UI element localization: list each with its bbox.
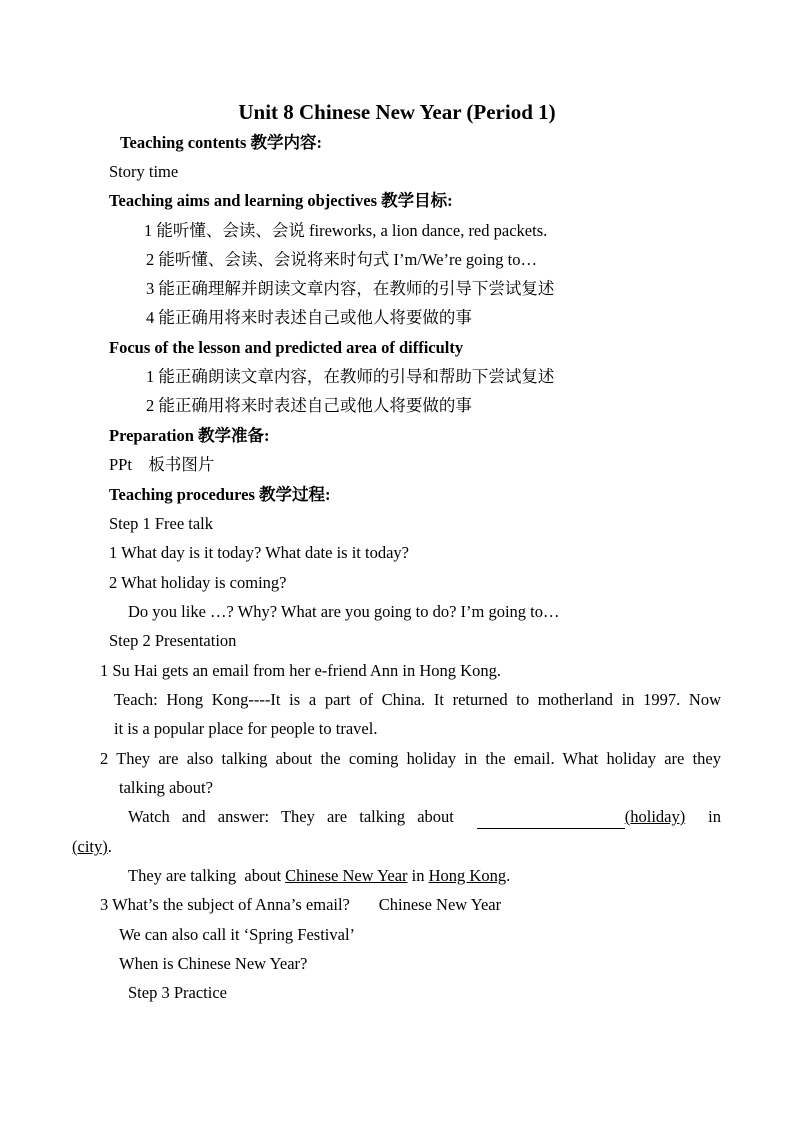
answer-city: Hong Kong [428, 866, 507, 885]
step1-title: Step 1 Free talk [109, 514, 214, 533]
teaching-contents-text: Story time [109, 162, 179, 181]
when-chinese-new-year-line: When is Chinese New Year? [119, 954, 308, 973]
focus-item-2: 2 能正确用将来时表述自己或他人将要做的事 [146, 396, 472, 415]
step1-question-2: 2 What holiday is coming? [109, 573, 287, 592]
aim-item-2: 2 能听懂、会读、会说将来时句式 I’m/We’re going to… [146, 250, 537, 269]
aim-item-4: 4 能正确用将来时表述自己或他人将要做的事 [146, 308, 472, 327]
holiday-blank-line [477, 806, 625, 829]
step1-question-1: 1 What day is it today? What date is it today? [109, 543, 409, 562]
teach-hong-kong-line-1: Teach: Hong Kong----It is a part of China. It returned to motherland in 1997. Now [114, 690, 721, 709]
city-blank: (city). [72, 837, 112, 856]
preparation-heading: Preparation 教学准备: [109, 426, 270, 445]
watch-and-answer-prompt: Watch and answer: They are talking about [128, 807, 454, 826]
aim-item-3: 3 能正确理解并朗读文章内容，在教师的引导下尝试复述 [146, 279, 555, 298]
teaching-aims-heading: Teaching aims and learning objectives 教学目标: [109, 191, 453, 210]
holiday-blank-hint: (holiday) [624, 807, 686, 826]
watch-in-word: in [708, 807, 721, 826]
step2-point-1: 1 Su Hai gets an email from her e-friend Ann in Hong Kong. [100, 661, 501, 680]
step2-point-2-line-1: 2 They are also talking about the coming holiday in the email. What holiday are they [100, 749, 721, 768]
document-title: Unit 8 Chinese New Year (Period 1) [238, 100, 556, 124]
teaching-contents-heading: Teaching contents 教学内容: [120, 133, 322, 152]
step2-point-2-line-2: talking about? [119, 778, 213, 797]
spring-festival-line: We can also call it ‘Spring Festival’ [119, 925, 356, 944]
answer-line: They are talking about Chinese New Year in Hong Kong. [128, 866, 511, 885]
step2-title: Step 2 Presentation [109, 631, 237, 650]
city-blank-hint: (city) [72, 837, 108, 856]
focus-item-1: 1 能正确朗读文章内容，在教师的引导和帮助下尝试复述 [146, 367, 555, 386]
step1-question-2-followup: Do you like …? Why? What are you going to do? I’m going to… [128, 602, 560, 621]
procedures-heading: Teaching procedures 教学过程: [109, 485, 331, 504]
step2-point-3: 3 What’s the subject of Anna’s email? Chinese New Year [100, 895, 502, 914]
preparation-text: PPt 板书图片 [109, 455, 215, 474]
teach-hong-kong-line-2: it is a popular place for people to travel. [114, 719, 378, 738]
answer-holiday: Chinese New Year [285, 866, 408, 885]
aim-item-1: 1 能听懂、会读、会说 fireworks, a lion dance, red packets. [144, 221, 548, 240]
watch-and-answer-line [128, 806, 721, 829]
step3-title: Step 3 Practice [128, 983, 227, 1002]
focus-heading: Focus of the lesson and predicted area of difficulty [109, 338, 464, 357]
holiday-blank [477, 806, 685, 829]
